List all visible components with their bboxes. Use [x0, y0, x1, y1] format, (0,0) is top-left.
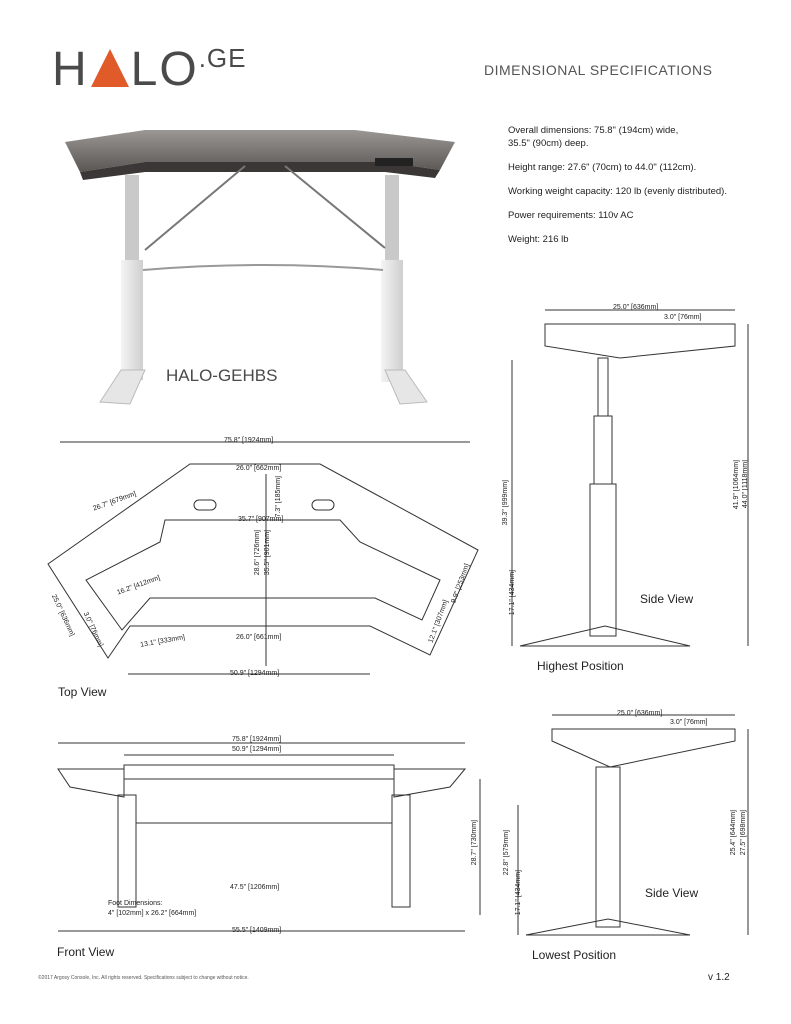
side-low-position: Lowest Position [532, 948, 617, 962]
side-view-lowest-drawing [500, 705, 760, 945]
front-dim-base-width: 55.5" [1409mm] [232, 927, 282, 934]
top-dim-bottom-overall: 50.9" [1294mm] [230, 670, 280, 677]
side-high-column-lower [590, 484, 616, 636]
front-foot-title: Foot Dimensions: [108, 900, 163, 907]
side-high-position: Highest Position [537, 659, 624, 673]
side-high-label: Side View [640, 592, 694, 606]
spec-overall [508, 124, 778, 150]
right-lower-leg [381, 260, 403, 382]
top-dim-inner-top: 35.7" [907mm] [238, 516, 284, 523]
logo-triangle-icon [91, 49, 129, 87]
grommet-left [194, 500, 216, 510]
document-title: DIMENSIONAL SPECIFICATIONS [484, 62, 713, 78]
side-low-column [596, 767, 620, 927]
top-view-outline [48, 464, 478, 658]
version-number: v 1.2 [708, 972, 730, 983]
top-dim-right-a: 9.9" [253mm] [450, 562, 472, 605]
brace-left [145, 166, 245, 250]
side-high-depth: 25.0" [636mm] [613, 304, 659, 311]
spec-list [508, 124, 778, 257]
front-right-leg [392, 795, 410, 907]
spec-overall-line1: Overall dimensions: 75.8" (194cm) wide, [508, 125, 679, 136]
top-dim-overall-width: 75.8" [1924mm] [224, 437, 274, 444]
side-high-height-d: 44.0" [1118mm] [742, 460, 749, 509]
top-dim-diag-left: 26.7" [679mm] [92, 490, 138, 513]
front-dim-height: 28.7" [730mm] [471, 820, 478, 866]
spec-power: Power requirements: 110v AC [508, 210, 634, 221]
front-foot-size: 4" [102mm] x 26.2" [664mm] [108, 910, 197, 917]
brace-right [285, 166, 385, 248]
side-high-height-c: 41.9" [1064mm] [733, 460, 740, 510]
front-dim-inner-width: 50.9" [1294mm] [232, 746, 282, 753]
top-dim-depth-overall: 35.5" [901mm] [264, 530, 271, 576]
spec-overall-line2: 35.5" (90cm) deep. [508, 138, 589, 149]
spec-weight: Weight: 216 lb [508, 234, 569, 245]
side-low-depth: 25.0" [636mm] [617, 710, 663, 717]
halo-logo [52, 42, 247, 97]
logo-letters: LO [130, 43, 199, 96]
right-upper-leg [385, 175, 399, 265]
left-upper-leg [125, 175, 139, 263]
top-dim-right-b: 12.1" [307mm] [427, 599, 450, 644]
spec-weight-capacity: Working weight capacity: 120 lb (evenly distributed). [508, 186, 727, 197]
front-dim-overall-width: 75.8" [1924mm] [232, 736, 282, 743]
copyright-notice: ©2017 Argosy Console, Inc. All rights reserved. Specifications subject to change without notice. [38, 975, 249, 981]
side-low-top [552, 729, 735, 767]
front-view-label: Front View [57, 945, 115, 959]
front-left-leg [118, 795, 136, 907]
front-right-wing [394, 769, 465, 797]
front-dim-leg-span: 47.5" [1206mm] [230, 884, 280, 891]
top-dim-top-center: 26.0" [662mm] [236, 465, 282, 472]
side-low-offset: 3.0" [76mm] [670, 719, 708, 726]
side-low-label: Side View [645, 886, 699, 900]
side-high-height-a: 39.3" [999mm] [502, 480, 509, 526]
logo-letter-h: H [52, 43, 89, 96]
side-high-top [545, 324, 735, 358]
cross-bar [143, 265, 383, 270]
front-left-wing [58, 769, 124, 797]
top-dim-inner-left: 16.2" [412mm] [116, 574, 162, 597]
left-foot [100, 370, 145, 404]
control-panel [375, 158, 413, 166]
logo-suffix: .GE [198, 43, 247, 73]
side-low-height-b: 17.1" [434mm] [515, 870, 522, 916]
top-view-inner [86, 520, 440, 630]
spec-height-range: Height range: 27.6" (70cm) to 44.0" (112cm). [508, 162, 697, 173]
side-high-height-b: 17.1" [434mm] [509, 570, 516, 616]
front-top [124, 765, 394, 779]
top-view-label: Top View [58, 685, 107, 699]
grommet-right [312, 500, 334, 510]
side-low-height-d: 27.5" [698mm] [740, 810, 747, 856]
side-low-height-a: 22.8" [579mm] [503, 830, 510, 876]
model-name: HALO-GEHBS [166, 366, 278, 385]
right-foot [385, 370, 427, 404]
side-low-height-c: 25.4" [644mm] [730, 810, 737, 856]
side-high-column-mid [594, 416, 612, 484]
top-dim-notch: 7.3" [185mm] [275, 476, 282, 518]
top-dim-side-left: 25.0" [636mm] [49, 593, 76, 638]
top-dim-bottom-left: 13.1" [333mm] [139, 634, 186, 649]
top-dim-inner-bottom: 26.0" [661mm] [236, 634, 282, 641]
left-lower-leg [121, 260, 143, 380]
side-high-offset: 3.0" [76mm] [664, 314, 702, 321]
side-view-highest-drawing [500, 300, 760, 660]
side-high-column-upper [598, 358, 608, 416]
top-dim-offset-left: 3.0" [76mm] [81, 611, 104, 648]
top-dim-depth-inner: 28.6" [726mm] [254, 530, 261, 576]
